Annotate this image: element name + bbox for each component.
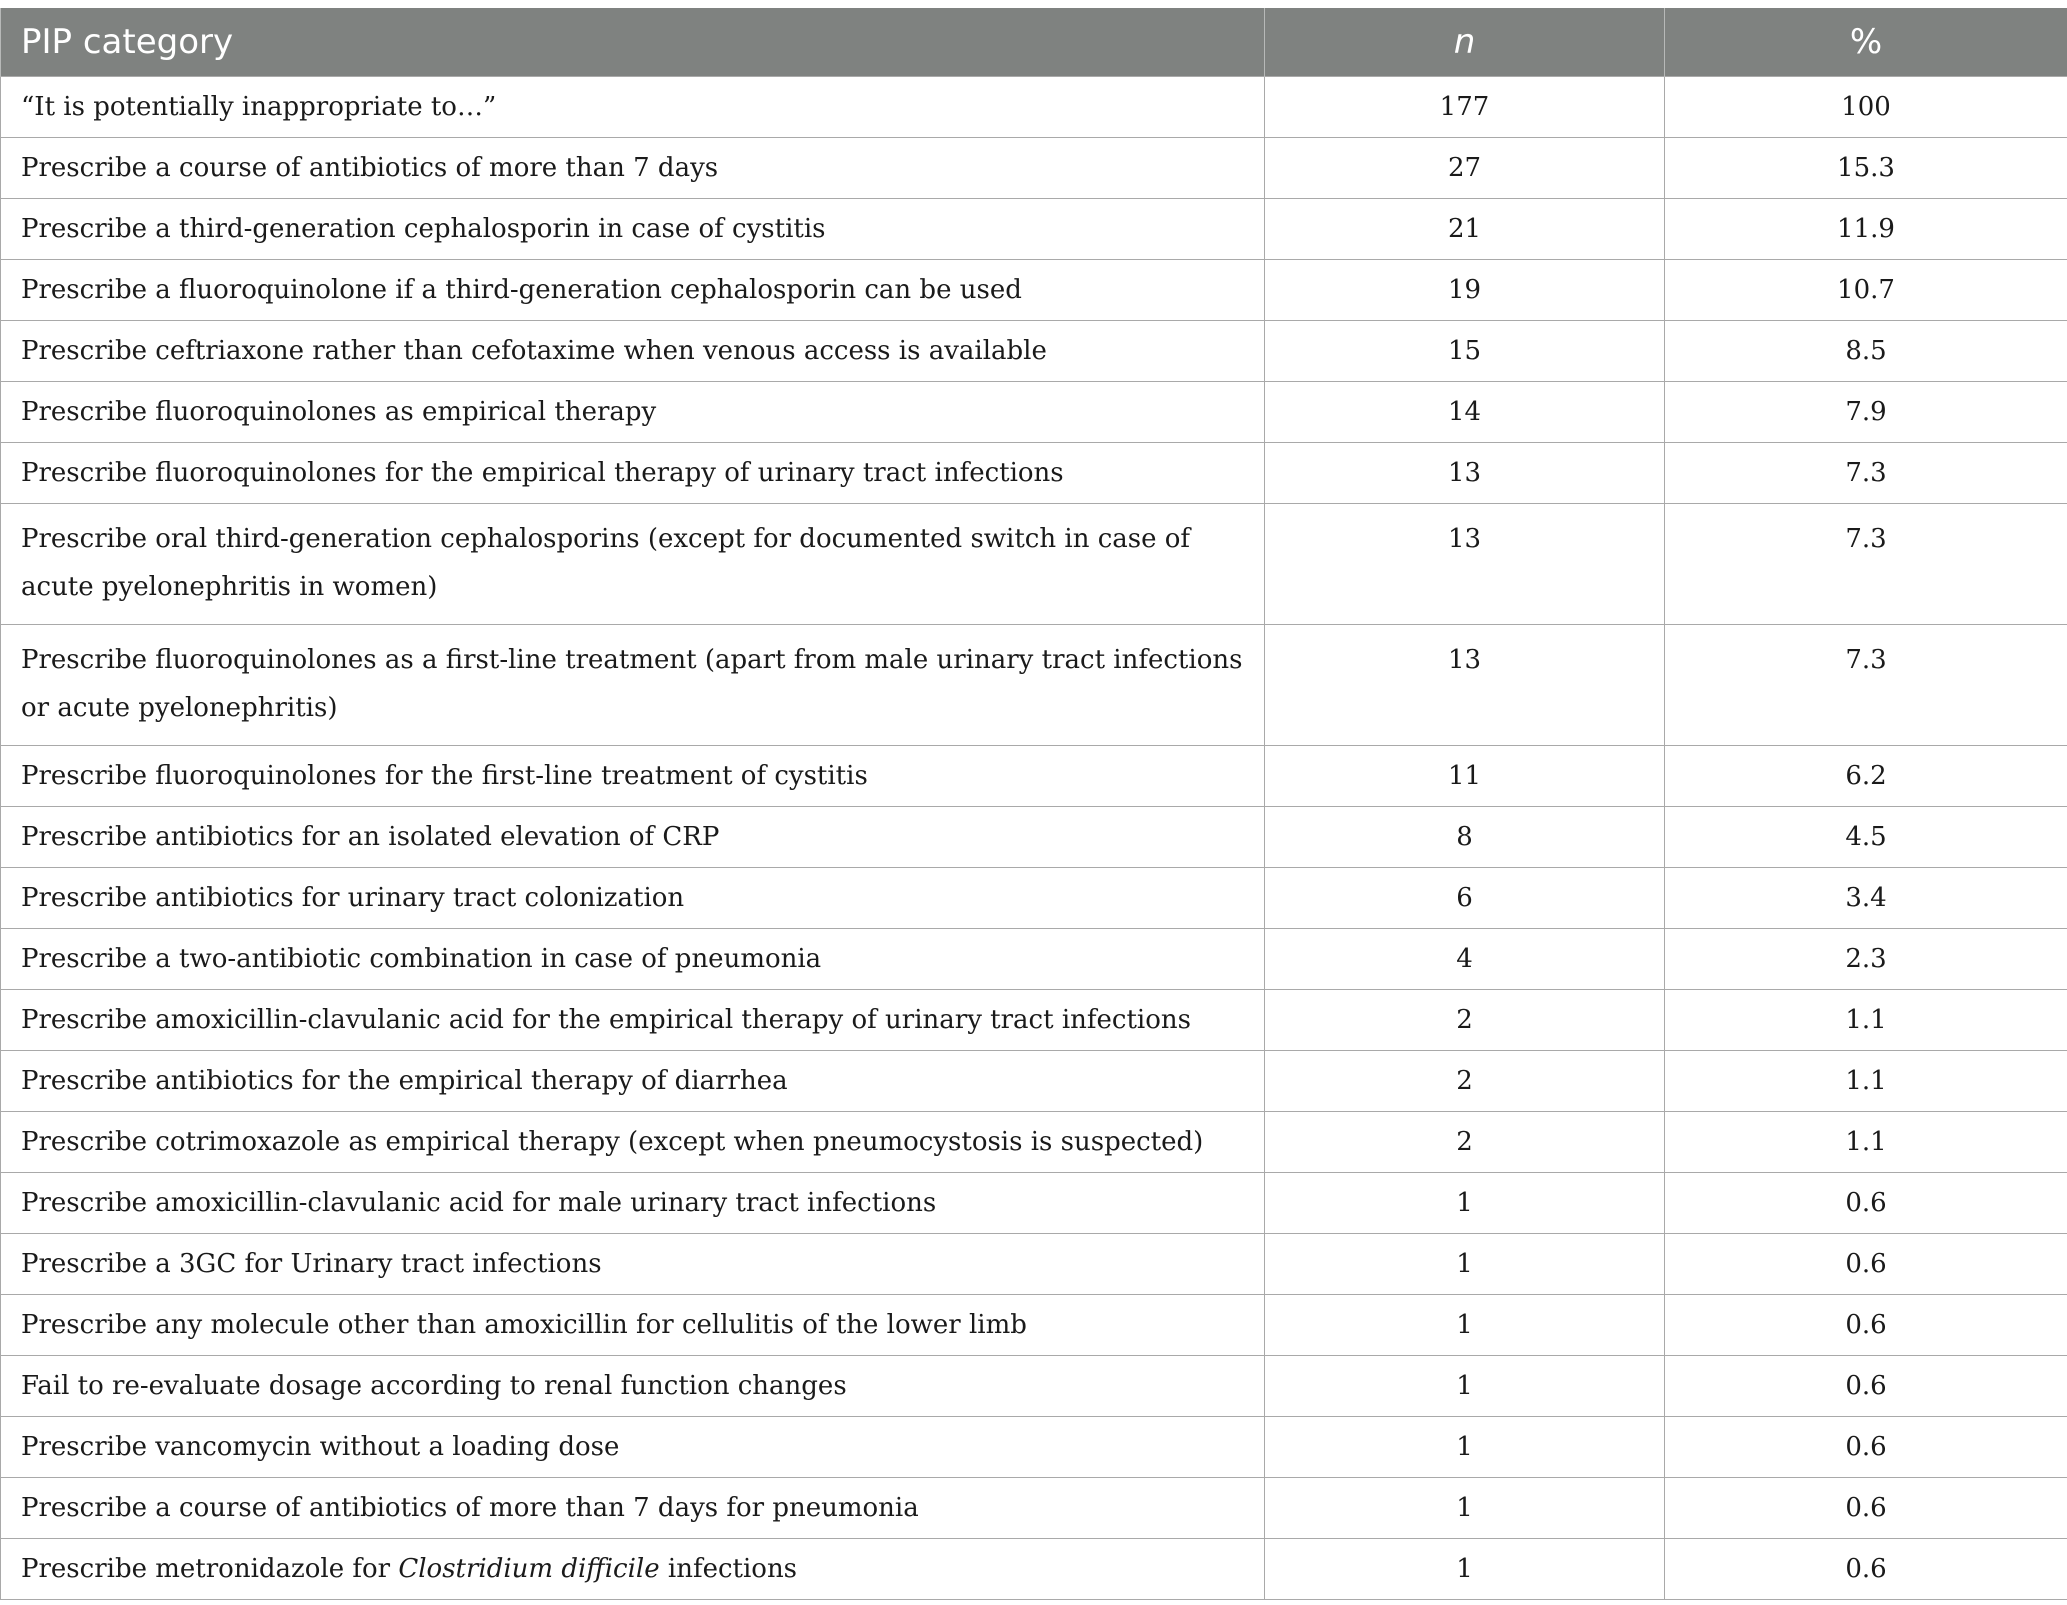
row-n: 1 — [1265, 1172, 1665, 1233]
row-percent: 2.3 — [1665, 928, 2067, 989]
row-percent: 1.1 — [1665, 1111, 2067, 1172]
row-percent: 7.3 — [1665, 503, 2067, 624]
row-category: Prescribe a two-antibiotic combination in case of pneumonia — [1, 928, 1265, 989]
row-category: Prescribe antibiotics for urinary tract colonization — [1, 867, 1265, 928]
row-n: 21 — [1265, 198, 1665, 259]
row-percent: 6.2 — [1665, 745, 2067, 806]
header-n: n — [1265, 8, 1665, 76]
row-category: Prescribe fluoroquinolones for the first-line treatment of cystitis — [1, 745, 1265, 806]
row-n: 6 — [1265, 867, 1665, 928]
row-category: Prescribe antibiotics for the empirical therapy of diarrhea — [1, 1050, 1265, 1111]
row-percent: 1.1 — [1665, 1050, 2067, 1111]
row-percent: 0.6 — [1665, 1416, 2067, 1477]
table-row — [1, 442, 2067, 503]
row-category: Prescribe fluoroquinolones for the empirical therapy of urinary tract infections — [1, 442, 1265, 503]
row-n: 2 — [1265, 1111, 1665, 1172]
table-row — [1, 928, 2067, 989]
row-n: 4 — [1265, 928, 1665, 989]
row-n: 13 — [1265, 442, 1665, 503]
header-pip-category: PIP category — [1, 8, 1265, 76]
pip-table-container — [0, 8, 2067, 1600]
row-n: 13 — [1265, 503, 1665, 624]
table-row — [1, 1172, 2067, 1233]
table-row — [1, 1233, 2067, 1294]
table-row — [1, 1355, 2067, 1416]
table-row — [1, 259, 2067, 320]
row-category: Prescribe any molecule other than amoxicillin for cellulitis of the lower limb — [1, 1294, 1265, 1355]
row-category: Prescribe a course of antibiotics of more than 7 days for pneumonia — [1, 1477, 1265, 1538]
row-n: 1 — [1265, 1294, 1665, 1355]
row-n: 19 — [1265, 259, 1665, 320]
table-row — [1, 1111, 2067, 1172]
table-row — [1, 745, 2067, 806]
row-n: 8 — [1265, 806, 1665, 867]
row-category: Prescribe a fluoroquinolone if a third-generation cephalosporin can be used — [1, 259, 1265, 320]
row-category: Prescribe oral third-generation cephalosporins (except for documented switch in case of acute pyelonephritis in women) — [1, 503, 1265, 624]
row-percent: 4.5 — [1665, 806, 2067, 867]
table-row — [1, 1416, 2067, 1477]
row-category: Prescribe fluoroquinolones as a first-line treatment (apart from male urinary tract infections or acute pyelonephritis) — [1, 624, 1265, 745]
row-percent: 100 — [1665, 76, 2067, 137]
row-n: 2 — [1265, 1050, 1665, 1111]
table-row — [1, 137, 2067, 198]
row-n: 11 — [1265, 745, 1665, 806]
row-category: Prescribe antibiotics for an isolated elevation of CRP — [1, 806, 1265, 867]
row-n: 1 — [1265, 1416, 1665, 1477]
row-category: Fail to re-evaluate dosage according to renal function changes — [1, 1355, 1265, 1416]
row-percent: 7.3 — [1665, 442, 2067, 503]
row-n: 14 — [1265, 381, 1665, 442]
row-n: 1 — [1265, 1538, 1665, 1599]
row-category-species: Clostridium difficile — [398, 1553, 660, 1584]
table-row — [1, 381, 2067, 442]
table-header-row — [1, 8, 2067, 76]
row-percent: 0.6 — [1665, 1294, 2067, 1355]
row-percent: 7.3 — [1665, 624, 2067, 745]
row-n: 27 — [1265, 137, 1665, 198]
row-percent: 0.6 — [1665, 1477, 2067, 1538]
row-category: “It is potentially inappropriate to…” — [1, 76, 1265, 137]
row-percent: 0.6 — [1665, 1233, 2067, 1294]
row-n: 2 — [1265, 989, 1665, 1050]
row-category-suffix: infections — [659, 1553, 798, 1584]
row-n: 177 — [1265, 76, 1665, 137]
row-category: Prescribe cotrimoxazole as empirical therapy (except when pneumocystosis is suspected) — [1, 1111, 1265, 1172]
row-n: 15 — [1265, 320, 1665, 381]
row-n: 13 — [1265, 624, 1665, 745]
row-category: Prescribe ceftriaxone rather than cefotaxime when venous access is available — [1, 320, 1265, 381]
row-percent: 0.6 — [1665, 1355, 2067, 1416]
row-category: Prescribe a third-generation cephalosporin in case of cystitis — [1, 198, 1265, 259]
row-category: Prescribe vancomycin without a loading dose — [1, 1416, 1265, 1477]
table-row — [1, 1050, 2067, 1111]
row-category: Prescribe amoxicillin-clavulanic acid for male urinary tract infections — [1, 1172, 1265, 1233]
table-row — [1, 320, 2067, 381]
header-percent: % — [1665, 8, 2067, 76]
table-row — [1, 806, 2067, 867]
row-category: Prescribe a 3GC for Urinary tract infections — [1, 1233, 1265, 1294]
row-percent: 15.3 — [1665, 137, 2067, 198]
row-percent: 7.9 — [1665, 381, 2067, 442]
table-row — [1, 1477, 2067, 1538]
table-row — [1, 867, 2067, 928]
row-percent: 8.5 — [1665, 320, 2067, 381]
row-percent: 1.1 — [1665, 989, 2067, 1050]
table-row — [1, 76, 2067, 137]
row-category: Prescribe amoxicillin-clavulanic acid for the empirical therapy of urinary tract infections — [1, 989, 1265, 1050]
pip-category-table — [0, 8, 2067, 1600]
row-category — [1, 1538, 1265, 1599]
row-category-prefix: Prescribe metronidazole for — [21, 1553, 399, 1584]
row-percent: 10.7 — [1665, 259, 2067, 320]
row-percent: 11.9 — [1665, 198, 2067, 259]
table-row — [1, 624, 2067, 745]
table-row — [1, 1538, 2067, 1599]
table-row — [1, 198, 2067, 259]
row-n: 1 — [1265, 1477, 1665, 1538]
table-row — [1, 503, 2067, 624]
row-percent: 3.4 — [1665, 867, 2067, 928]
table-row — [1, 989, 2067, 1050]
row-n: 1 — [1265, 1233, 1665, 1294]
row-category: Prescribe a course of antibiotics of more than 7 days — [1, 137, 1265, 198]
row-category: Prescribe fluoroquinolones as empirical therapy — [1, 381, 1265, 442]
row-percent: 0.6 — [1665, 1538, 2067, 1599]
table-row — [1, 1294, 2067, 1355]
row-n: 1 — [1265, 1355, 1665, 1416]
row-percent: 0.6 — [1665, 1172, 2067, 1233]
